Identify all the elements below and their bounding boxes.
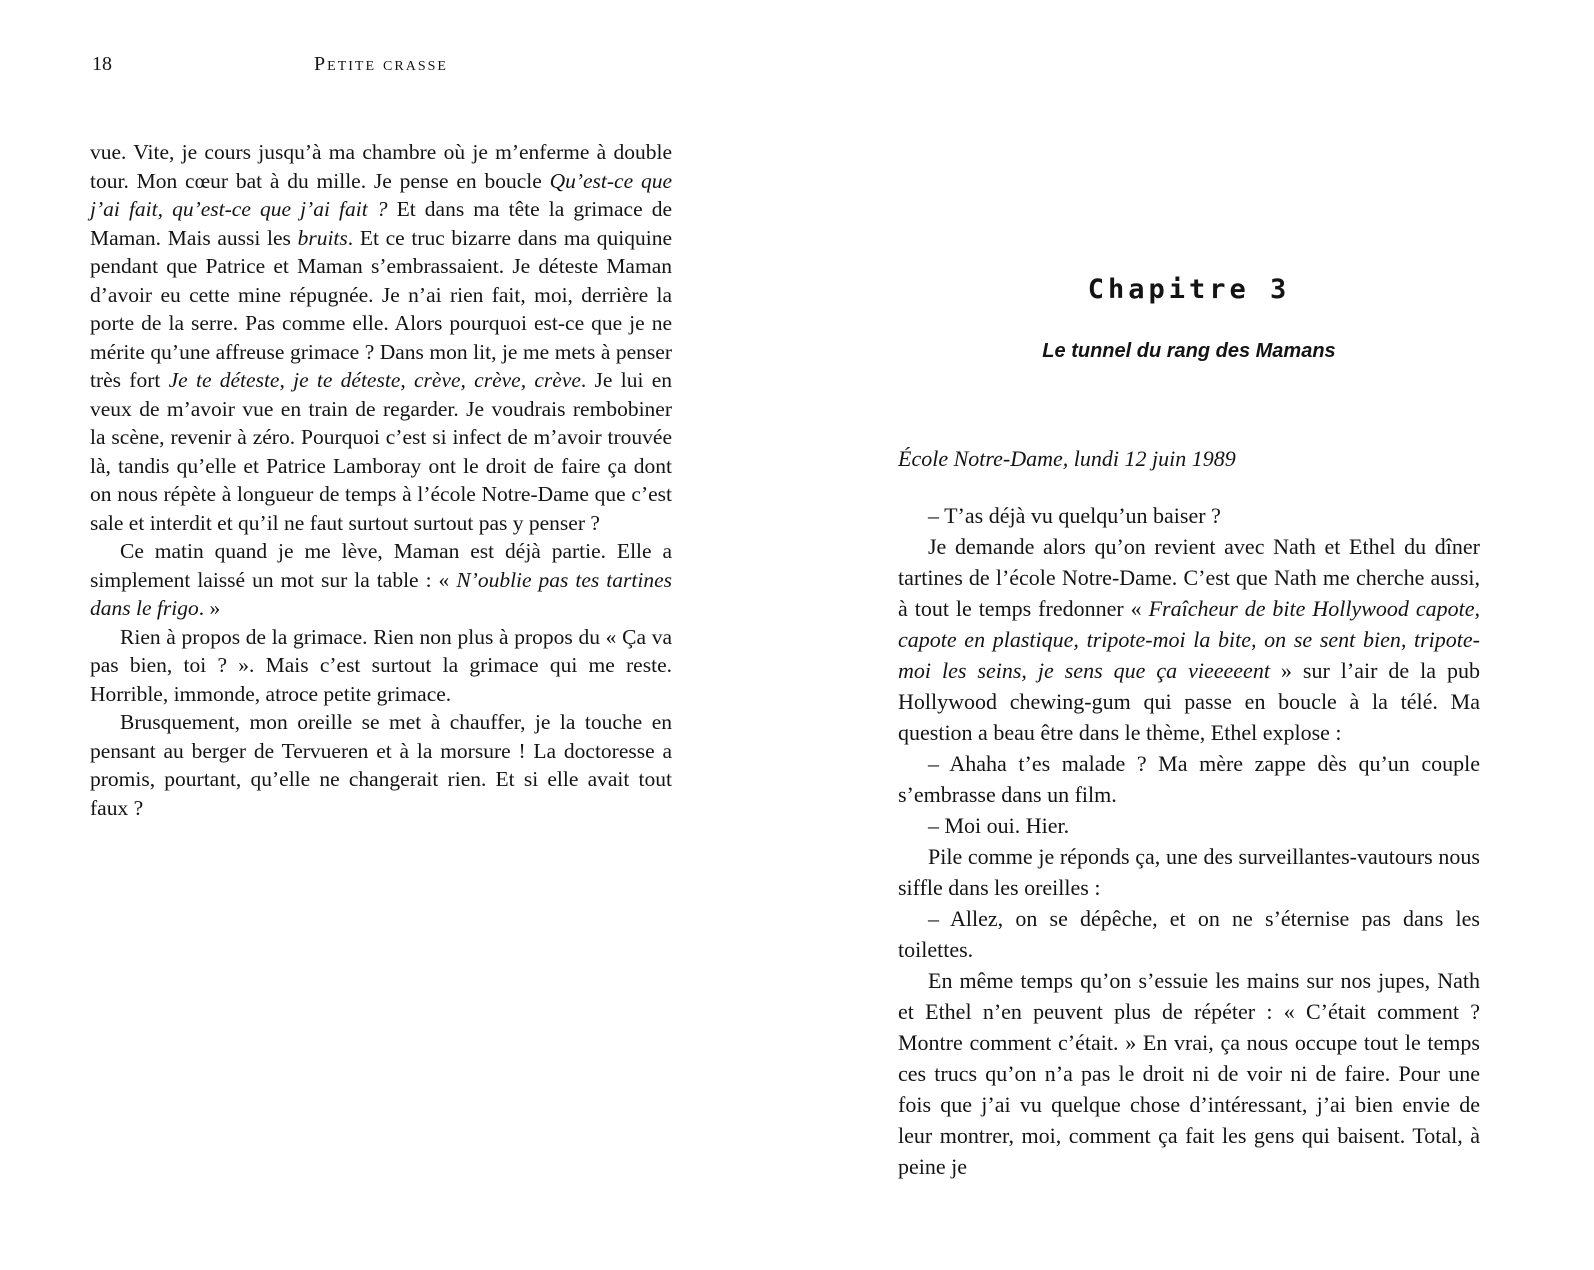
paragraph: – Allez, on se dépêche, et on ne s’éternise pas dans les toilettes. (898, 906, 1480, 962)
paragraph: Rien à propos de la grimace. Rien non plus à propos du « Ça va pas bien, toi ? ». Mais c’est surtout la grimace qui me reste. Horrible, immonde, atroce petite grimace. (90, 624, 672, 706)
paragraph: Brusquement, mon oreille se met à chauffer, je la touche en pensant au berger de Tervueren et à la morsure ! La doctoresse a promis, pourtant, qu’elle ne changerait rien. Et si elle avait tout faux ? (90, 710, 672, 820)
paragraph: – T’as déjà vu quelqu’un baiser ? (928, 503, 1221, 528)
dateline: École Notre-Dame, lundi 12 juin 1989 (898, 446, 1236, 471)
chapter-title: Chapitre 3 (1087, 274, 1291, 305)
paragraph: Je demande alors qu’on revient avec Nath et Ethel du dîner tartines de l’école Notre-Dame. C’est que Nath me cherche aussi, à tout le temps fredonner « Fraîcheur de bite Hollywood capote, capote en plastique, tripote-moi la bite, on se sent bien, tripote-moi les seins, je sens que ça vieeeeent » sur l’air de la pub Hollywood chewing-gum qui passe en boucle à la télé. Ma question a beau être dans le thème, Ethel explose : (898, 534, 1481, 745)
running-title: Petite crasse (314, 53, 448, 75)
page-right-body (898, 500, 1480, 1182)
chapter-subtitle: Le tunnel du rang des Mamans (1042, 340, 1336, 362)
paragraph: Pile comme je réponds ça, une des surveillantes-vautours nous siffle dans les oreilles : (898, 844, 1480, 900)
paragraph: Ce matin quand je me lève, Maman est déjà partie. Elle a simplement laissé un mot sur la table : « N’oublie pas tes tartines dans le frigo. » (90, 539, 672, 620)
page-left (90, 0, 672, 1270)
paragraph: – Ahaha t’es malade ? Ma mère zappe dès qu’un couple s’embrasse dans un film. (898, 751, 1480, 807)
page-left-body (90, 138, 672, 822)
page-number: 18 (92, 53, 112, 75)
running-header (90, 52, 672, 76)
paragraph: En même temps qu’on s’essuie les mains sur nos jupes, Nath et Ethel n’en peuvent plus de répéter : « C’était comment ? Montre comment c’était. » En vrai, ça nous occupe tout le temps ces trucs qu’on n’a pas le droit ni de voir ni de faire. Pour une fois que j’ai vu quelque chose d’intéressant, j’ai bien envie de leur montrer, moi, comment ça fait les gens qui baisent. Total, à peine je (898, 968, 1480, 1179)
paragraph: – Moi oui. Hier. (928, 813, 1070, 838)
page-right (898, 0, 1480, 1270)
paragraph: vue. Vite, je cours jusqu’à ma chambre où je m’enferme à double tour. Mon cœur bat à du mille. Je pense en boucle Qu’est-ce que j’ai fait, qu’est-ce que j’ai fait ? Et dans ma tête la grimace de Maman. Mais aussi les bruits. Et ce truc bizarre dans ma quiquine pendant que Patrice et Maman s’embrassaient. Je déteste Maman d’avoir eu cette mine répugnée. Je n’ai rien fait, moi, derrière la porte de la serre. Pas comme elle. Alors pourquoi est-ce que je ne mérite qu’une affreuse grimace ? Dans mon lit, je me mets à penser très fort Je te déteste, je te déteste, crève, crève, crève. Je lui en veux de m’avoir vue en train de regarder. Je voudrais rembobiner la scène, revenir à zéro. Pourquoi c’est si infect de m’avoir trouvée là, tandis qu’elle et Patrice Lamboray ont le droit de faire ça dont on nous répète à longueur de temps à l’école Notre-Dame que c’est sale et interdit et qu’il ne faut surtout surtout pas y penser ? (90, 140, 672, 535)
